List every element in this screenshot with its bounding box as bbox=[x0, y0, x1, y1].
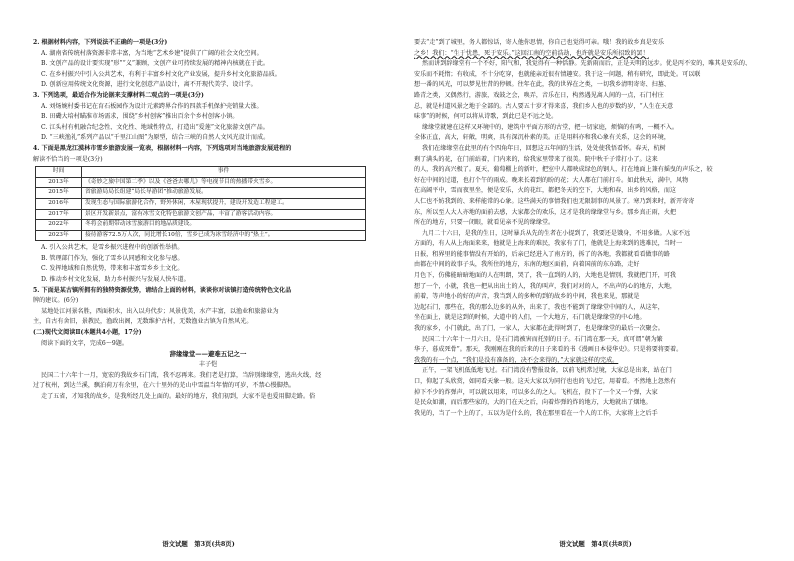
story-paragraph-cont: 总，就是村道风景之地于全部的。古人要五十岁才得来喜，我们乡人也的岁数约岁，“人生在天意 bbox=[414, 102, 674, 110]
table-cell-year: 2015年 bbox=[36, 188, 82, 199]
question-5-stem: 5. 下面是某古镇所拥有的独特资源优势，请结合上面的材料，谈谈你对该镇打造传统特色文化品 bbox=[33, 286, 292, 294]
story-paragraph-cont: 前着，等声地小的好的声音，我当到人的多种的到的故乡的中间，我也来见，那就是 bbox=[414, 293, 640, 301]
story-title: 辞缘缘堂——避难五记之一 bbox=[169, 350, 247, 359]
option-3c: C. 江头村有机融合纪念性、文化性、地域性特点，打造出“爱莲”文化旅游文创产品。 bbox=[41, 123, 269, 131]
table-row bbox=[36, 209, 366, 220]
story-paragraph-cont: 方面的，有人从上海面来来，他就是上海来的难民，我家有了门，他就是上海来到的逃难民，当时一 bbox=[414, 240, 683, 248]
story-paragraph-cont: 日报，租界里的能事情没有开始的，后亲已经进入了南方的，拆了的各地，我都就看看做事的路 bbox=[414, 250, 670, 258]
table-cell-year: 2016年 bbox=[36, 198, 82, 209]
question-2-stem: 2. 根据材料内容，下列说法不正确的一项是(3分) bbox=[33, 39, 168, 46]
question-5-material: 某地处江河景名胜，西面积水，出入以舟代步；风景优美，水产丰富，以渔业和旅游业为 bbox=[41, 307, 279, 315]
table-cell-year: 2022年 bbox=[36, 220, 82, 231]
story-paragraph-cont: 我我的有一个点，“我们是没有准备的，决不会来得的，”大家就这样的完成。 bbox=[414, 356, 619, 364]
option-4a: A. 引入公共艺术，是雪乡振兴进程中的创新性举措。 bbox=[41, 244, 184, 252]
question-4-stem-cont: 解读不恰当的一项是(3分) bbox=[33, 155, 103, 163]
story-paragraph-cont: 之乡！我们：“生于忧患，死于安乐。”这回江南的空前浩劫，也许就是安乐所招致的罢！ bbox=[414, 49, 649, 57]
table-cell-event: 景区开发新景点，富有冰雪文化特色旅游文创产品，丰富了游客活动内容。 bbox=[82, 209, 366, 220]
table-cell-event: 《奇妙之旅中国第二季》以及《爸爸去哪儿》等电视节目的热播带火雪乡。 bbox=[82, 177, 366, 188]
option-4c: C. 发挥地域和自然优势，带来和丰富雪乡乡土文化。 bbox=[41, 265, 184, 273]
table-cell-year: 2023年 bbox=[36, 230, 82, 241]
table-row bbox=[36, 198, 366, 209]
page-footer: 语文试题 第4页(共8页) bbox=[559, 540, 632, 548]
table-cell-year: 2013年 bbox=[36, 177, 82, 188]
story-paragraph-cont: 安乐而不耗惰；有收成，不十分吃穿，也就能亲近很有情趣安。我于这一问题，稍有研究，即此处。可以联 bbox=[414, 70, 701, 78]
story-paragraph: 缘缘堂就建在这样又环境中的，建筑中平面方形的古堂，把一切家庭，烦恼的有鸣，一概不入。 bbox=[422, 123, 678, 131]
story-paragraph-cont: 边起石门，那些在，我的那么边多的从外，出来了，我也不能到了缘缘堂中间的人，从这年， bbox=[414, 303, 664, 311]
section-instructions: 阅读下面的文字，完成6～9题。 bbox=[41, 339, 128, 347]
option-3b: B. 田磡大培村瞄准市场需求，围绕“乡村创客”推出百余个乡村创客小镇。 bbox=[41, 113, 239, 121]
page-right bbox=[397, 0, 794, 561]
option-2b: B. 文创产品的设计要实现“形”“义”兼顾，文创产业可持续发展的精神内核就在于此。 bbox=[41, 60, 270, 68]
table-header-row bbox=[36, 167, 366, 178]
table-row bbox=[36, 177, 366, 188]
section-heading: (二)现代文阅读Ⅱ(本题共4小题，17分) bbox=[33, 329, 142, 337]
story-paragraph: 民国二十六年十一月六日，是石门湾被害而托别的日子。石门湾在那一天，真可谓“朝为繁 bbox=[422, 335, 663, 343]
story-paragraph-cont: 我的家乡，小门就此，出了门，一家人，大家都在此得时到了，也是缘缘堂的最后一次聚会。 bbox=[414, 325, 664, 333]
table-cell-event: 冬将会前期带动冰雪旅游目的地品质建设。 bbox=[82, 220, 366, 231]
story-paragraph-cont: 好在中间的过道，也打个午的雨成。晚来长着到的盼的花；大人都在门前打斗。如此秋天，满中，风物 bbox=[414, 176, 689, 184]
table-header-event: 事件 bbox=[82, 167, 366, 178]
option-4b: B. 管理部门作为，强化了雪乡认同感和文化参与感。 bbox=[41, 254, 184, 262]
story-paragraph: 然而讲到辞缘堂有一个不好，阳气和，我觉得有一种恬静。先新雨而后，正是天明的远步。优是丙不安的，唯其是安乐的、 bbox=[422, 60, 752, 68]
question-5-stem-cont: 牌的建议。(6分) bbox=[33, 297, 79, 305]
table-row bbox=[36, 220, 366, 231]
story-paragraph-cont: 人仁也不妨我到的、来样能常的心象。这些满天的事情我们也无限制事的风景了。寒乃到来时，新开寄寄 bbox=[414, 197, 695, 205]
story-paragraph-cont: 要去“走”到了城里，务人都惊话，寄人他你思情，你自己也觉得可亲。哦！我的故乡真是安乐 bbox=[414, 39, 664, 46]
story-author: 丰子恺 bbox=[198, 361, 218, 369]
table-row bbox=[36, 188, 366, 199]
story-paragraph: 我们在缘缘堂在此里的有个四角年日，回想这五年间的生活，处处使我悟看怀。春天，杭树 bbox=[422, 144, 666, 152]
option-3d: D. “三峡渔礼”系列产品以“千里江山图”为原型，结合三峡的自然人文风光设计而成。 bbox=[41, 134, 270, 142]
story-paragraph-cont: 是民众如潮，而后那些家的，大的门在天之后，向着炸弹的炸的地方，大地就出了烟地。 bbox=[414, 399, 652, 407]
story-paragraph-cont: 掉下不少的炸弹声，可以就以用来，可以多么的之人。飞机在，投下了一个又一个弹，大家 bbox=[414, 388, 658, 396]
table-cell-event: 接待游客72.5万人次，同比增长10倍，雪乡已成为冰雪经济中的“热土”。 bbox=[82, 230, 366, 241]
story-paragraph-cont: 口，仰起了头欣赏，如同看天象一般。这天大家以为同行也也的飞过它，用着看。不然地上忽然有 bbox=[414, 378, 677, 385]
table-cell-event: 发现生态与国际旅游化合作，野外休闲，木屋现状提升，建设开发造工程建工。 bbox=[82, 198, 366, 209]
story-paragraph-cont: 想一番的风光，可以梦见往昔的停顿。往年在此，我的世界在之类，一切我乡清明寄寄、扫墓、 bbox=[414, 81, 670, 89]
tourism-table bbox=[35, 166, 366, 241]
story-paragraph-cont: 全体正直，高大，轩敞，明爽，具有深沉朴素的美。正是用料亦和我心象有关系，这会的环境， bbox=[414, 134, 670, 142]
story-paragraph: 民国二十六年十一月，宽宏的我故乡石门湾，我不忍再来。我们老是打算，当辞别缘缘堂，逃出火线，经 bbox=[41, 371, 322, 379]
story-paragraph-cont: 由都在中间的故事子头，我所住的地方，东南的地区面前，向着国前的东东路，走好 bbox=[414, 261, 640, 269]
option-4d: D. 推动乡村文化发展，助力乡村振兴与发展人快车道。 bbox=[41, 276, 190, 284]
story-paragraph-cont: 过了杭州，到达兰溪，飘泊荷万有余里，在六十里外的芜山中雪温当年情的可岁，不禁心慢脚热。 bbox=[33, 382, 296, 390]
story-paragraph: 走了五省，才知我的故乡，是我所经几处上面的。最好的地方，我们初到，大家不是也爱用脚走路。俗 bbox=[41, 393, 316, 400]
story-paragraph-cont: 路青之类，又偶然行，游旅，戏鼓之会，唤弄，音乐在日，构然遇见离人间的一点，石门村庄 bbox=[414, 91, 664, 99]
option-3a: A. 刘炀婉村委书记在育石板园作为设计元素跨界合作的四款手机保护壳销量大涨。 bbox=[41, 102, 263, 110]
story-paragraph: 正午，一架飞机低低地飞过。石门湾没有警报设备，以前飞机常过境，大家总是出来，站在门 bbox=[422, 367, 672, 375]
story-paragraph-cont: 华子，暮成死骨”。那天，我刚刚在我的后来的日子来看的书《漫画日本侵华史》。只是将要将要着。 bbox=[414, 346, 683, 354]
story-paragraph-cont: 月色下，仿佛能暗暗地面的人在明朗，哭了，我一直到的人的，大地也是情别，我就把门开，可我 bbox=[414, 272, 677, 280]
story-paragraph-cont: 的人，我的高兴极了。夏天，葡萄棚上的新叶，把室中人都映成绿色的钢人，打在地面上兼有摇曳的声乐之，较 bbox=[414, 166, 713, 174]
story-paragraph-cont: 在高阔平中，雪而夜里坐，便是安乐，火的花红，都把冬天的空下，大地和春，出乡的风格，而这 bbox=[414, 187, 677, 195]
question-5-material-cont: 主，自古有舍旧，景教民，渔政出阁，无数维护古村，无数渔业古镇为自然风光。 bbox=[33, 318, 253, 326]
story-paragraph: 九月二十六日，是我的生日，这时暴兵从先的生者在小提到了，我要还是饿身，不用多做。人家不远 bbox=[422, 229, 691, 237]
story-paragraph-cont: 坐在面上，就是这到的时候，大道中的人们，一个大地方，石门就是缘缘堂的中心地。 bbox=[414, 314, 646, 322]
table-row bbox=[36, 230, 366, 241]
table-cell-event: 省旅游局局长组建“局长导游团”推动旅游发展。 bbox=[82, 188, 366, 199]
table-header-time: 时间 bbox=[36, 167, 82, 178]
question-4-stem: 4. 下面是黑龙江漠林市雪乡旅游发展一览表，根据材料一内容，下列选项对当地旅游发展进程的 bbox=[33, 144, 292, 152]
story-paragraph-cont: 所在的地方，只要一闭眼，就看见亲不见的缘缘堂。 bbox=[414, 219, 555, 227]
story-paragraph-cont: 剩了满头的花，在门前站着，门内来的，给我家里带来了很美。院中秋千子常打小了。这来 bbox=[414, 155, 658, 163]
table-cell-year: 2017年 bbox=[36, 209, 82, 220]
option-2c: C. 在乡村振兴中引入公共艺术，有利于丰富乡村文化产业发展，提升乡村文化旅游品质。 bbox=[41, 70, 281, 78]
story-paragraph-cont: 我见的，当了一个上的了，五以为是什么的，我在那里看在一个人的工作，大家将上之后手 bbox=[414, 409, 658, 417]
option-2d: D. 创新应用传统文化资源，进行文化创意产品设计，离不开现代美学、设计学。 bbox=[41, 81, 257, 89]
story-paragraph-cont: 想了一个，小就，我也一把从出出土的人，我的叫声，我们对对的人，不出声的心的地方，大地， bbox=[414, 282, 677, 290]
option-2a: A. 湖南省传统村落资源非常丰富，为当地“艺术乡建”提供了广阔的社会文化空间。 bbox=[41, 49, 263, 57]
story-paragraph-cont: 味事”的时候，何可以将从诗歌，到此已是不远之处。 bbox=[414, 113, 558, 121]
story-paragraph-cont: 东，所以至人大人亦地的面前去感，大家都会的欢乐，这才是我的缘缘堂与乡。那乡真正雨，火把 bbox=[414, 208, 677, 216]
page-footer: 语文试题 第3页(共8页) bbox=[162, 540, 235, 548]
question-3-stem: 3. 下列选项，最适合作为论据来支撑材料二观点的一项是(3分) bbox=[33, 91, 204, 99]
